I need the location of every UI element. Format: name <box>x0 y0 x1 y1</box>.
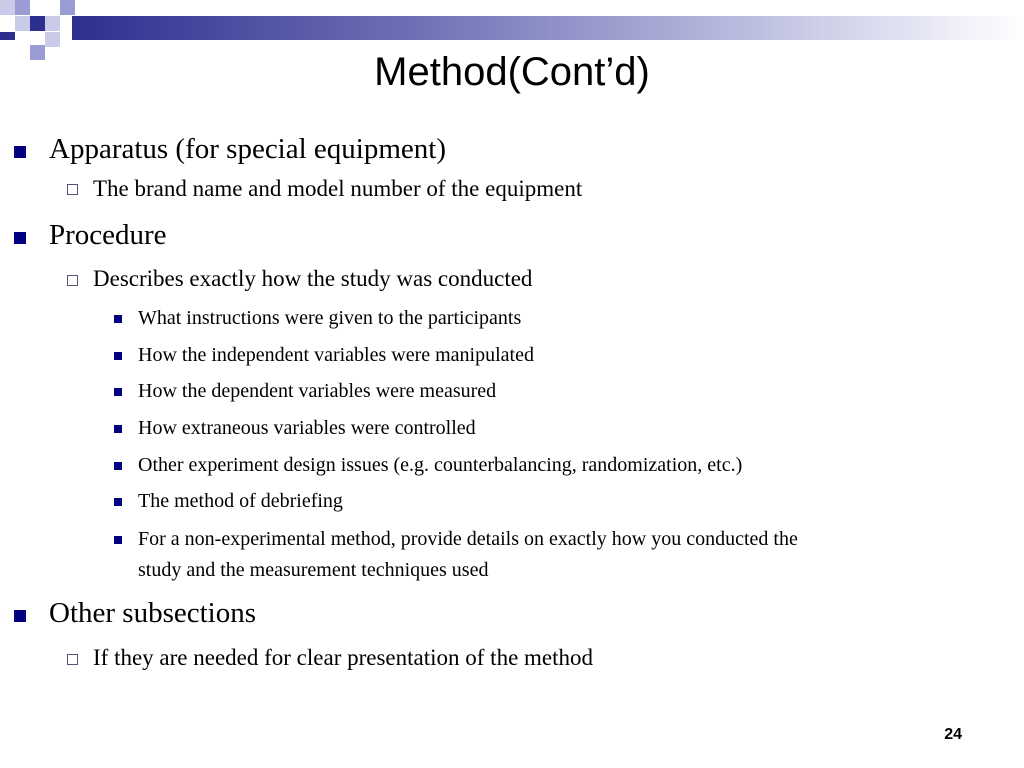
bullet-level2-brand-name: The brand name and model number of the equipment <box>93 176 583 201</box>
bullet-level3-instructions: What instructions were given to the participants <box>138 307 522 329</box>
bullet-level2-clear-presentation: If they are needed for clear presentation of the method <box>93 645 594 670</box>
level3-bullet-icon <box>114 352 122 360</box>
page-number: 24 <box>944 726 962 743</box>
level3-bullet-icon <box>114 425 122 433</box>
level2-bullet-icon <box>67 275 78 286</box>
bullet-level1-other-subsections: Other subsections <box>49 597 256 629</box>
level3-bullet-icon <box>114 498 122 506</box>
slide-title: Method(Cont’d) <box>374 50 650 94</box>
bullet-level3-dependent-variables: How the dependent variables were measured <box>138 380 497 402</box>
bullet-level3-non-experimental-line2: study and the measurement techniques used <box>138 559 489 581</box>
bullet-level2-describes: Describes exactly how the study was conducted <box>93 266 533 291</box>
header-gradient-band <box>72 16 1024 40</box>
level3-bullet-icon <box>114 462 122 470</box>
level1-bullet-icon <box>14 610 26 622</box>
bullet-level3-debriefing: The method of debriefing <box>138 490 343 512</box>
level3-bullet-icon <box>114 315 122 323</box>
bullet-level3-non-experimental-line1: For a non-experimental method, provide details on exactly how you conducted the <box>138 528 798 550</box>
bullet-level1-procedure: Procedure <box>49 219 167 251</box>
level2-bullet-icon <box>67 654 78 665</box>
bullet-level1-apparatus: Apparatus (for special equipment) <box>49 133 446 165</box>
level3-bullet-icon <box>114 388 122 396</box>
level3-bullet-icon <box>114 536 122 544</box>
level1-bullet-icon <box>14 232 26 244</box>
level2-bullet-icon <box>67 184 78 195</box>
bullet-level3-design-issues: Other experiment design issues (e.g. counterbalancing, randomization, etc.) <box>138 454 743 476</box>
level1-bullet-icon <box>14 146 26 158</box>
bullet-level3-extraneous-variables: How extraneous variables were controlled <box>138 417 476 439</box>
bullet-level3-independent-variables: How the independent variables were manipulated <box>138 344 534 366</box>
